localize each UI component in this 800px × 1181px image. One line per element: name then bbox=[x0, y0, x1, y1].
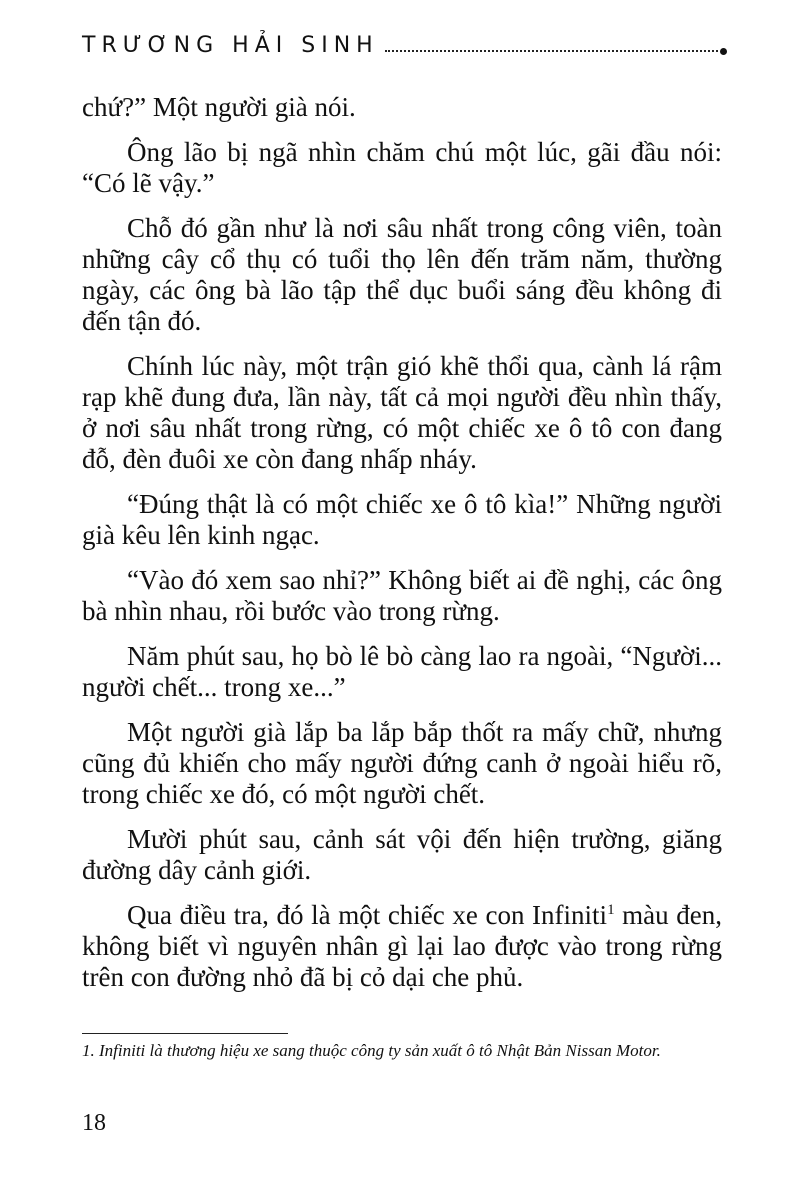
footnote-marker: 1 bbox=[607, 902, 615, 918]
paragraph-4: Chính lúc này, một trận gió khẽ thổi qua, cành lá rậm rạp khẽ đung đưa, lần này, tất cả mọi người đều nhìn thấy, ở nơi sâu nhất trong rừng, có một chiếc xe ô tô con đang đỗ, đèn đuôi xe còn đang nhấp nháy. bbox=[82, 351, 722, 474]
paragraph-10-text: Qua điều tra, đó là một chiếc xe con Infiniti bbox=[127, 900, 608, 930]
paragraph-3: Chỗ đó gần như là nơi sâu nhất trong công viên, toàn những cây cổ thụ có tuổi thọ lên đến trăm năm, thường ngày, các ông bà lão tập thể dục buổi sáng đều không đi đến tận đó. bbox=[82, 213, 722, 336]
paragraph-7: Năm phút sau, họ bò lê bò càng lao ra ngoài, “Người... người chết... trong xe...” bbox=[82, 641, 722, 702]
footnote-rule bbox=[82, 1033, 288, 1034]
paragraph-8: Một người già lắp ba lắp bắp thốt ra mấy chữ, nhưng cũng đủ khiến cho mấy người đứng canh ở ngoài hiểu rõ, trong chiếc xe đó, có một người chết. bbox=[82, 717, 722, 809]
page-number: 18 bbox=[82, 1110, 106, 1136]
paragraph-5: “Đúng thật là có một chiếc xe ô tô kìa!” Những người già kêu lên kinh ngạc. bbox=[82, 489, 722, 550]
paragraph-2: Ông lão bị ngã nhìn chăm chú một lúc, gãi đầu nói: “Có lẽ vậy.” bbox=[82, 137, 722, 198]
footnote: 1. Infiniti là thương hiệu xe sang thuộc công ty sản xuất ô tô Nhật Bản Nissan Motor. bbox=[82, 1041, 661, 1060]
paragraph-9: Mười phút sau, cảnh sát vội đến hiện trường, giăng đường dây cảnh giới. bbox=[82, 824, 722, 885]
paragraph-10-text-end: màu đen, không biết vì nguyên nhân gì lại lao được vào trong rừng trên con đường nhỏ đã bị cỏ dại che phủ. bbox=[82, 900, 722, 992]
paragraph-6: “Vào đó xem sao nhỉ?” Không biết ai đề nghị, các ông bà nhìn nhau, rồi bước vào trong rừng. bbox=[82, 565, 722, 626]
header-dotted-rule bbox=[385, 50, 718, 52]
header-end-dot bbox=[720, 48, 727, 55]
paragraph-1: chứ?” Một người già nói. bbox=[82, 92, 356, 122]
paragraph-10 bbox=[82, 900, 722, 993]
running-header bbox=[82, 28, 727, 62]
header-author: TRƯƠNG HẢI SINH bbox=[82, 32, 379, 58]
page-body bbox=[82, 92, 722, 1007]
